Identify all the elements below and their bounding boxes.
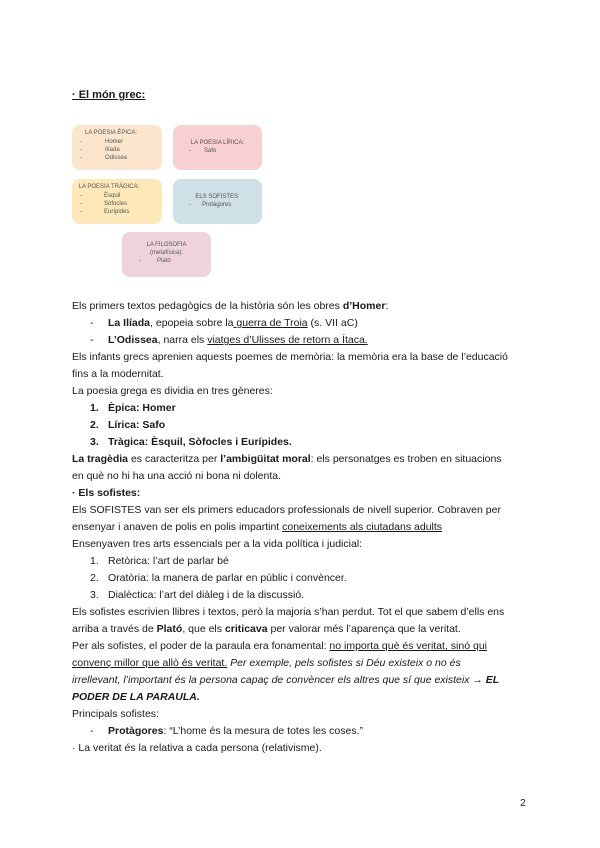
box-sofistes: ELS SOFISTES: - Protàgores [173,179,262,224]
box-title: ELS SOFISTES: [195,194,240,200]
list-number: 3. [90,589,99,601]
paragraph: PODER DE LA PARAULA. [72,691,200,703]
paragraph: Ensenyaven tres arts essencials per a la vida política i judicial: [72,538,363,550]
paragraph: Els primers textos pedagògics de la història són les obres d’Homer: [72,300,389,312]
list-item: Tràgica: Èsquil, Sòfocles i Eurípides. [108,436,292,448]
box-filosofia: LA FILOSOFIA (metafísica): - Plató [122,232,211,277]
bullet-dash: - [90,334,94,346]
paragraph: Els sofistes escrivien llibres i textos, però la majoria s’han perdut. Tot el que sabem d’ells ens [72,606,505,618]
paragraph: convenç millor que allò és veritat. Per exemple, pels sofistes si Déu existeix o no és [72,657,461,669]
paragraph: ensenyar i anaven de polis en polis impartint coneixements als ciutadans adults [72,521,443,533]
box-item: Odissea [105,155,128,161]
paragraph: arriba a través de Plató, que els criticava per valorar més l’aparença que la veritat. [72,623,461,635]
bullet-item: Protàgores: “L’home és la mesura de totes les coses.” [108,725,364,737]
paragraph: Els infants grecs aprenien aquests poemes de memòria: la memòria era la base de l’educació [72,351,508,363]
paragraph: Principals sofistes: [72,708,159,720]
box-title: LA POESIA ÈPICA: [84,130,138,136]
list-item: Retòrica: l’art de parlar bé [108,555,229,567]
page-number: 2 [520,797,526,809]
list-number: 1. [90,402,99,414]
box-title: LA POESIA TRÀGICA: [78,184,140,190]
box-title: LA POESIA LÍRICA: [190,140,245,146]
box-item: Protàgores [202,202,232,208]
list-number: 2. [90,572,99,584]
list-item: Oratòria: la manera de parlar en públic i convèncer. [108,572,347,584]
list-item: Èpica: Homer [108,402,176,414]
paragraph: en què no hi ha una acció ni bona ni dolenta. [72,470,282,482]
paragraph: La tragèdia es caracteritza per l’ambigüitat moral: els personatges es troben en situacions [72,453,502,465]
box-item: Ilíada [105,147,120,153]
box-item: Safo [204,148,217,154]
section-heading: · Els sofistes: [72,487,141,499]
list-number: 3. [90,436,99,448]
box-title: LA FILOSOFIA [146,242,187,248]
list-number: 2. [90,419,99,431]
bullet-item: L’Odissea, narra els viatges d’Ulisses de retorn a Ítaca. [108,334,368,346]
list-item: Lírica: Safo [108,419,166,431]
box-poesia-tragica: LA POESIA TRÀGICA: - Èsquil - Sòfocles - Eurípides [72,179,162,224]
list-number: 1. [90,555,99,567]
box-item: Eurípides [104,209,130,215]
paragraph: irrellevant, l’important és la persona capaç de convèncer els altres que sí que existeix → EL [72,674,500,686]
bullet-item: La Ilíada, epopeia sobre la guerra de Troia (s. VII aC) [108,317,358,329]
list-item: Dialèctica: l’art del diàleg i de la discussió. [108,589,305,601]
paragraph: fins a la modernitat. [72,368,164,380]
box-item: Sòfocles [104,201,128,207]
bullet-dash: - [90,317,94,329]
box-item: Plató [157,258,171,264]
paragraph: Per als sofistes, el poder de la paraula era fonamental: no importa què és veritat, sinó qui [72,640,487,652]
box-item: Homer [105,139,124,145]
paragraph: · La veritat és la relativa a cada persona (relativisme). [72,742,322,754]
bullet-dash: - [90,725,94,737]
box-item: Èsquil [104,193,121,199]
paragraph: Els SOFISTES van ser els primers educadors professionals de nivell superior. Cobraven per [72,504,501,516]
box-subtitle: (metafísica): [149,250,183,256]
box-poesia-epica: LA POESIA ÈPICA: - Homer - Ilíada - Odissea [72,125,162,170]
paragraph: La poesia grega es dividia en tres gèneres: [72,385,273,397]
section-title: · El món grec: [72,89,146,101]
box-poesia-lirica: LA POESIA LÍRICA: - Safo [173,125,262,170]
